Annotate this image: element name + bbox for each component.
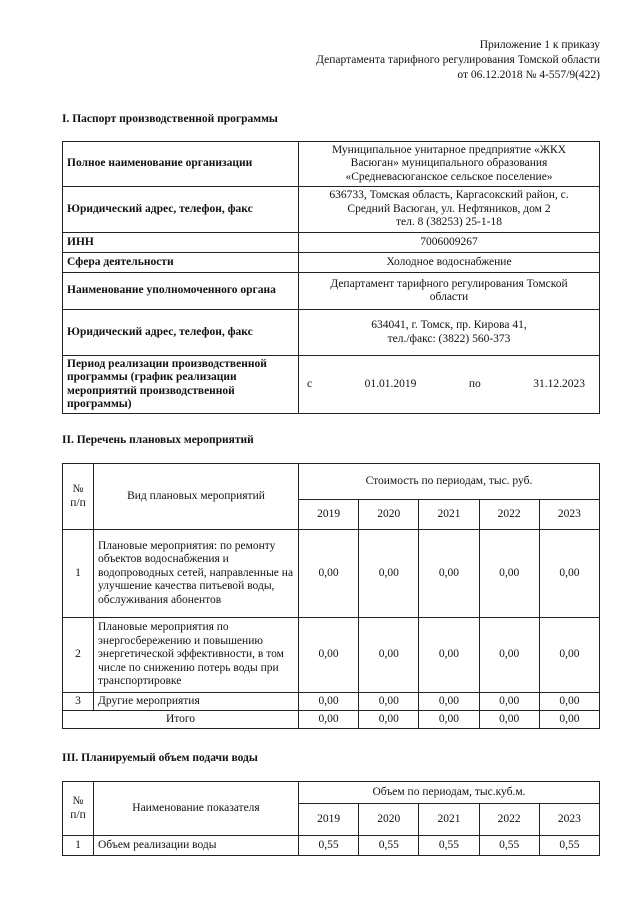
passport-label: Юридический адрес, телефон, факс bbox=[63, 187, 299, 233]
period-from-word: с bbox=[307, 377, 313, 390]
value-line: Муниципальное унитарное предприятие «ЖКХ bbox=[331, 143, 567, 156]
col-name-header: Вид плановых мероприятий bbox=[94, 464, 299, 530]
total-label: Итого bbox=[63, 711, 299, 729]
year-header: 2023 bbox=[539, 804, 599, 836]
passport-label: Полное наименование организации bbox=[63, 142, 299, 187]
measures-table bbox=[62, 463, 600, 729]
header-line-1: Приложение 1 к приказу bbox=[479, 39, 600, 51]
passport-row-period bbox=[63, 356, 600, 414]
passport-row bbox=[63, 233, 600, 253]
total-row bbox=[63, 711, 600, 729]
row-value: 0,00 bbox=[479, 693, 539, 711]
row-name: Другие мероприятия bbox=[94, 693, 299, 711]
row-value: 0,00 bbox=[539, 693, 599, 711]
value-line: «Средневасюганское сельское поселение» bbox=[345, 170, 553, 183]
year-header: 2021 bbox=[419, 500, 479, 530]
passport-row bbox=[63, 310, 600, 356]
row-value: 0,00 bbox=[479, 530, 539, 618]
row-value: 0,00 bbox=[419, 530, 479, 618]
row-value: 0,55 bbox=[479, 836, 539, 856]
table-row bbox=[63, 693, 600, 711]
header-line-2: Департамента тарифного регулирования Томской области bbox=[316, 54, 600, 66]
row-value: 0,00 bbox=[419, 693, 479, 711]
row-value: 0,55 bbox=[299, 836, 359, 856]
section-2-title: II. Перечень плановых мероприятий bbox=[62, 434, 254, 446]
total-value: 0,00 bbox=[299, 711, 359, 729]
row-num: 1 bbox=[63, 530, 94, 618]
value-line: Департамент тарифного регулирования Томской bbox=[330, 277, 568, 290]
col-group-header: Объем по периодам, тыс.куб.м. bbox=[299, 782, 600, 804]
year-header: 2020 bbox=[359, 500, 419, 530]
period-value bbox=[299, 356, 600, 414]
year-header: 2019 bbox=[299, 804, 359, 836]
document-header bbox=[316, 38, 600, 83]
year-header: 2020 bbox=[359, 804, 419, 836]
passport-value bbox=[299, 310, 600, 356]
section-3-title: III. Планируемый объем подачи воды bbox=[62, 752, 258, 764]
value-line: Васюган» муниципального образования bbox=[350, 157, 548, 170]
passport-row bbox=[63, 253, 600, 273]
section-1-title: I. Паспорт производственной программы bbox=[62, 113, 278, 125]
total-value: 0,00 bbox=[359, 711, 419, 729]
passport-table bbox=[62, 141, 600, 414]
row-value: 0,00 bbox=[479, 618, 539, 693]
passport-label: Период реализации производственной программы (график реализации мероприятий производственной программы) bbox=[63, 356, 299, 414]
year-header: 2022 bbox=[479, 500, 539, 530]
row-num: 3 bbox=[63, 693, 94, 711]
passport-value bbox=[299, 187, 600, 233]
value-line: 636733, Томская область, Каргасокский район, с. bbox=[329, 189, 569, 202]
volume-header-row bbox=[63, 782, 600, 804]
row-num: 2 bbox=[63, 618, 94, 693]
passport-row bbox=[63, 142, 600, 187]
col-num-header: № п/п bbox=[63, 464, 94, 530]
period-range bbox=[303, 378, 595, 392]
passport-value: 7006009267 bbox=[299, 233, 600, 253]
year-header: 2021 bbox=[419, 804, 479, 836]
passport-row bbox=[63, 273, 600, 310]
passport-value bbox=[299, 273, 600, 310]
table-row bbox=[63, 530, 600, 618]
passport-label: ИНН bbox=[63, 233, 299, 253]
passport-value: Холодное водоснабжение bbox=[299, 253, 600, 273]
measures-header-row bbox=[63, 464, 600, 500]
row-value: 0,00 bbox=[299, 530, 359, 618]
year-header: 2019 bbox=[299, 500, 359, 530]
passport-label: Юридический адрес, телефон, факс bbox=[63, 310, 299, 356]
value-line: Средний Васюган, ул. Нефтяников, дом 2 bbox=[347, 202, 551, 215]
row-value: 0,00 bbox=[299, 618, 359, 693]
passport-label: Сфера деятельности bbox=[63, 253, 299, 273]
period-from: 01.01.2019 bbox=[364, 377, 417, 390]
row-value: 0,00 bbox=[539, 530, 599, 618]
row-value: 0,00 bbox=[359, 530, 419, 618]
passport-value bbox=[299, 142, 600, 187]
row-name: Плановые мероприятия по энергосбережению и повышению энергетической эффективности, в том числе по снижению потерь воды при транспортировке bbox=[94, 618, 299, 693]
value-line: области bbox=[429, 291, 469, 303]
header-line-3: от 06.12.2018 № 4-557/9(422) bbox=[457, 69, 600, 81]
row-value: 0,55 bbox=[539, 836, 599, 856]
period-to-word: по bbox=[468, 377, 481, 390]
table-row bbox=[63, 836, 600, 856]
passport-row bbox=[63, 187, 600, 233]
row-value: 0,00 bbox=[539, 618, 599, 693]
period-to: 31.12.2023 bbox=[533, 377, 585, 390]
row-value: 0,55 bbox=[359, 836, 419, 856]
col-name-header: Наименование показателя bbox=[94, 782, 299, 836]
year-header: 2022 bbox=[479, 804, 539, 836]
year-header: 2023 bbox=[539, 500, 599, 530]
passport-label: Наименование уполномоченного органа bbox=[63, 273, 299, 310]
value-line: 634041, г. Томск, пр. Кирова 41, bbox=[371, 319, 527, 331]
volume-table bbox=[62, 781, 600, 856]
row-value: 0,00 bbox=[299, 693, 359, 711]
value-line: тел. 8 (38253) 25-1-18 bbox=[396, 216, 502, 229]
total-value: 0,00 bbox=[479, 711, 539, 729]
total-value: 0,00 bbox=[419, 711, 479, 729]
row-value: 0,00 bbox=[419, 618, 479, 693]
value-line: тел./факс: (3822) 560-373 bbox=[387, 332, 511, 345]
row-num: 1 bbox=[63, 836, 94, 856]
row-value: 0,00 bbox=[359, 618, 419, 693]
col-num-header: № п/п bbox=[63, 782, 94, 836]
total-value: 0,00 bbox=[539, 711, 599, 729]
table-row bbox=[63, 618, 600, 693]
row-name: Плановые мероприятия: по ремонту объектов водоснабжения и водопроводных сетей, направленные на улучшение качества питьевой воды, обслуживания абонентов bbox=[94, 530, 299, 618]
row-name: Объем реализации воды bbox=[94, 836, 299, 856]
col-group-header: Стоимость по периодам, тыс. руб. bbox=[299, 464, 600, 500]
row-value: 0,00 bbox=[359, 693, 419, 711]
row-value: 0,55 bbox=[419, 836, 479, 856]
